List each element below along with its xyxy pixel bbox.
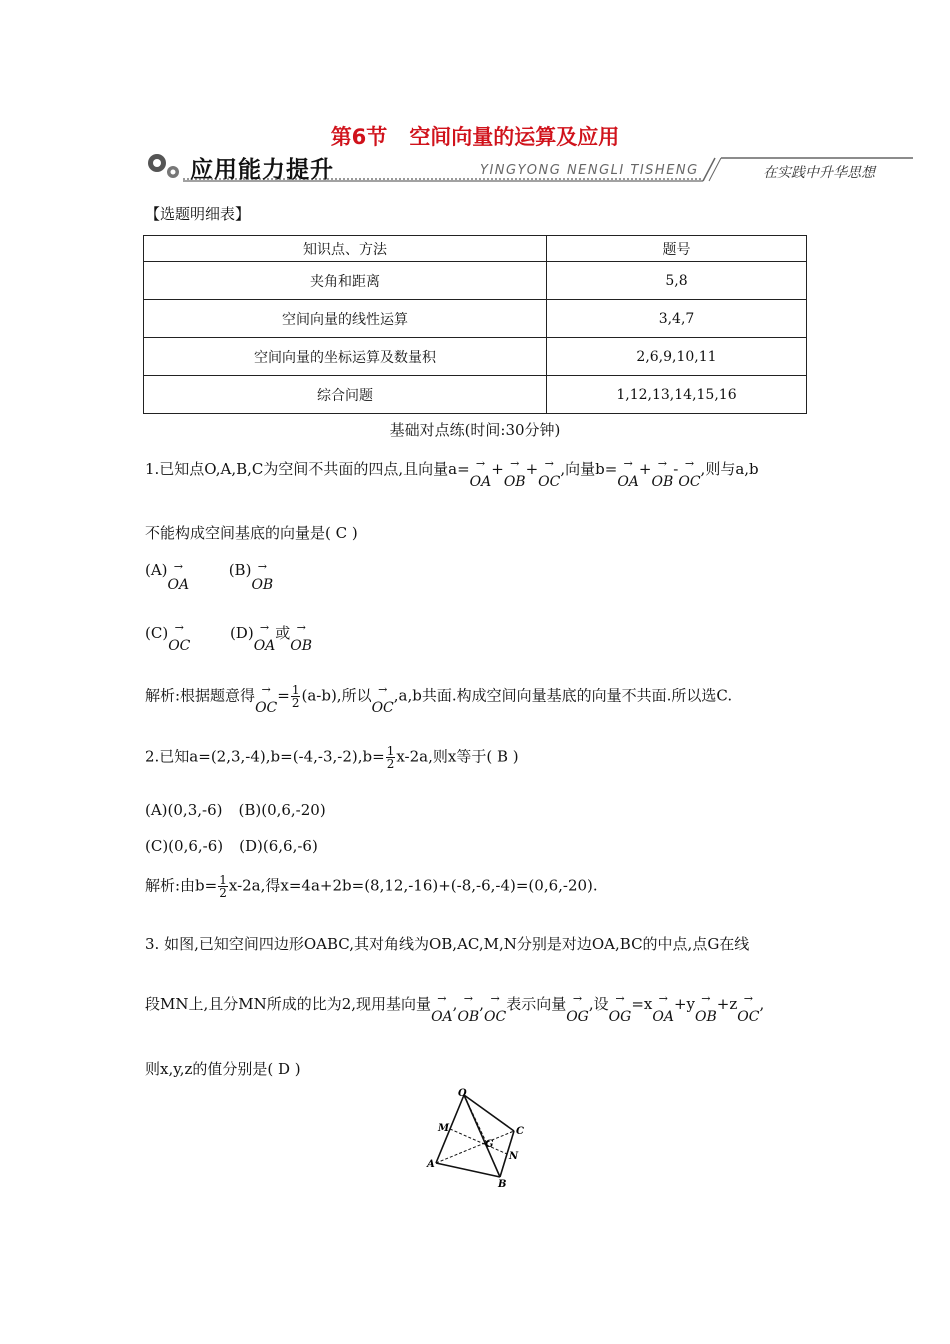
q1-line2: 不能构成空间基底的向量是( C ) bbox=[145, 524, 358, 542]
table-header: 题号 bbox=[547, 236, 807, 262]
table-cell: 夹角和距离 bbox=[144, 262, 547, 300]
q2-analysis: 解析:由b= $\frac{1}{2}$ x-2a,得x=4a+2b=(8,12,-16)+(-8,-6,-4)=(0,6,-20). bbox=[145, 873, 598, 900]
banner-pinyin: YINGYONG NENGLI TISHENG bbox=[480, 163, 699, 178]
label-G: G bbox=[485, 1139, 494, 1150]
vector: → OB bbox=[290, 621, 313, 654]
table-cell: 3,4,7 bbox=[547, 300, 807, 338]
tetrahedron-figure bbox=[420, 1085, 540, 1195]
q2-statement: 2.已知a=(2,3,-4),b=(-4,-3,-2),b= $\frac{1}{2}$ x-2a,则x等于( B ) bbox=[145, 744, 519, 771]
table-header-row bbox=[144, 236, 807, 262]
table-cell: 5,8 bbox=[547, 262, 807, 300]
practice-heading: 基础对点练(时间:30分钟) bbox=[389, 421, 561, 439]
vector: → OA bbox=[652, 992, 674, 1025]
vector: → OC bbox=[678, 457, 701, 490]
vector: → OC bbox=[168, 621, 191, 654]
q1-options-cd: (C) → OC (D) → OA 或 → OB bbox=[145, 621, 313, 654]
label-O: O bbox=[458, 1088, 467, 1099]
edge-AB bbox=[436, 1163, 500, 1177]
q3-line3: 则x,y,z的值分别是( D ) bbox=[145, 1060, 301, 1078]
vector: → OA bbox=[617, 457, 639, 490]
label-N: N bbox=[509, 1151, 519, 1162]
vector: → OB bbox=[651, 457, 674, 490]
vector: → OA bbox=[253, 621, 276, 654]
vector: → OC bbox=[255, 683, 278, 716]
table-header: 知识点、方法 bbox=[144, 236, 547, 262]
q1-statement: 1.已知点O,A,B,C为空间不共面的四点,且向量a= → OA + → OB + → OC ,向量b= → OA + → OB - → OC ,则与a,b bbox=[145, 457, 759, 490]
table-cell: 空间向量的坐标运算及数量积 bbox=[144, 338, 547, 376]
table-row bbox=[144, 300, 807, 338]
table-cell: 2,6,9,10,11 bbox=[547, 338, 807, 376]
vector: → OA bbox=[167, 560, 190, 593]
label-B: B bbox=[498, 1179, 507, 1190]
segment-MN bbox=[450, 1129, 507, 1154]
q1-analysis: 解析:根据题意得 → OC = $\frac{1}{2}$ (a-b),所以 → OC ,a,b共面.构成空间向量基底的向量不共面.所以选C. bbox=[145, 683, 733, 716]
table-cell: 1,12,13,14,15,16 bbox=[547, 376, 807, 414]
vector: → OB bbox=[457, 992, 480, 1025]
question-table bbox=[143, 235, 807, 414]
label-A: A bbox=[427, 1159, 435, 1170]
gear-icon bbox=[148, 154, 179, 178]
q1-options-ab: (A) → OA (B) → OB bbox=[145, 560, 274, 593]
q3-line2: 段MN上,且分MN所成的比为2,现用基向量 → OA , → OB , → OC 表示向量 → OG ,设 → OG =x → OA +y → OB +z → OC , bbox=[145, 992, 765, 1025]
q2-options-ab: (A)(0,3,-6) (B)(0,6,-20) bbox=[145, 801, 326, 819]
vector: → OC bbox=[737, 992, 760, 1025]
banner-slogan: 在实践中升华思想 bbox=[763, 165, 875, 181]
table-caption: 【选题明细表】 bbox=[145, 205, 251, 223]
vector: → OC bbox=[538, 457, 561, 490]
page-title bbox=[0, 121, 950, 151]
label-M: M bbox=[438, 1123, 450, 1134]
label-C: C bbox=[516, 1126, 524, 1137]
q3-line1: 3. 如图,已知空间四边形OABC,其对角线为OB,AC,M,N分别是对边OA,BC的中点,点G在线 bbox=[145, 935, 750, 953]
table-row bbox=[144, 262, 807, 300]
vector: → OG bbox=[608, 992, 632, 1025]
q2-options-cd: (C)(0,6,-6) (D)(6,6,-6) bbox=[145, 837, 318, 855]
table-cell: 空间向量的线性运算 bbox=[144, 300, 547, 338]
vector: → OA bbox=[431, 992, 453, 1025]
section-title: 空间向量的运算及应用 bbox=[409, 125, 620, 149]
vector: → OB bbox=[695, 992, 717, 1025]
vector: → OA bbox=[469, 457, 492, 490]
fraction-half: $\frac{1}{2}$ bbox=[291, 683, 300, 710]
table-row bbox=[144, 338, 807, 376]
vector: → OG bbox=[566, 992, 589, 1025]
vector: → OC bbox=[483, 992, 507, 1025]
vector: → OB bbox=[251, 560, 274, 593]
banner-title: 应用能力提升 bbox=[190, 157, 334, 183]
section-number: 第6节 bbox=[330, 125, 388, 149]
fraction-half: $\frac{1}{2}$ bbox=[386, 744, 395, 771]
vector: → OC bbox=[371, 683, 394, 716]
table-row bbox=[144, 376, 807, 414]
table-cell: 综合问题 bbox=[144, 376, 547, 414]
vector: → OB bbox=[503, 457, 526, 490]
fraction-half: $\frac{1}{2}$ bbox=[219, 873, 227, 900]
